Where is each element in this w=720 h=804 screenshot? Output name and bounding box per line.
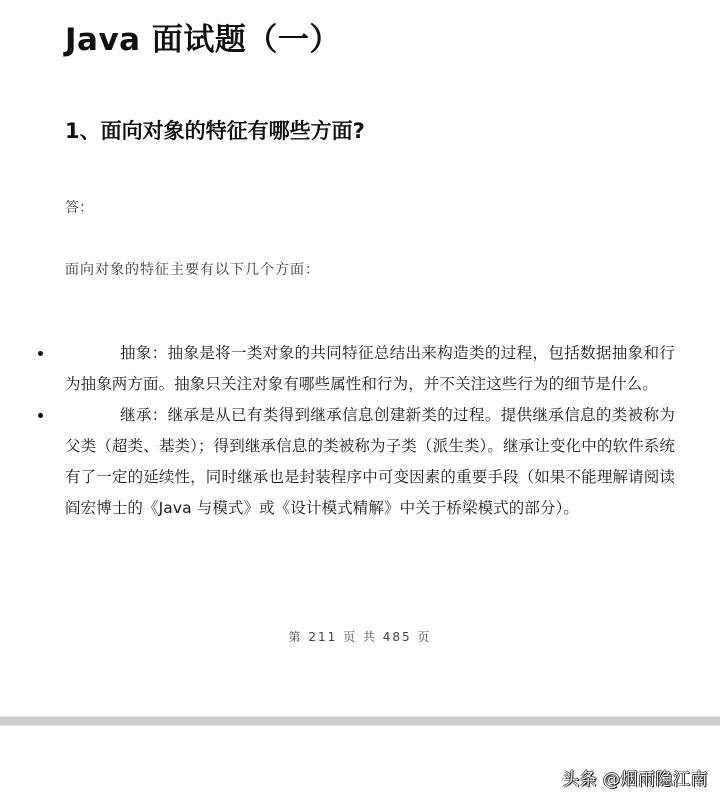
page-separator [0, 716, 720, 726]
page-number-footer: 第 211 页 共 485 页 [288, 630, 432, 644]
bullet-icon [38, 413, 43, 418]
bullet-icon [38, 351, 43, 356]
watermark: 头条 @烟雨隐江南 [562, 770, 708, 790]
list-item-inheritance [0, 400, 675, 524]
list-item-text: 抽象：抽象是将一类对象的共同特征总结出来构造类的过程，包括数据抽象和行为抽象两方面。抽象只关注对象有哪些属性和行为，并不关注这些行为的细节是什么。 [65, 344, 675, 393]
intro-paragraph: 面向对象的特征主要有以下几个方面： [65, 262, 320, 278]
list-item-text: 继承：继承是从已有类得到继承信息创建新类的过程。提供继承信息的类被称为父类（超类、基类）；得到继承信息的类被称为子类（派生类）。继承让变化中的软件系统有了一定的延续性，同时继承也是封装程序中可变因素的重要手段（如果不能理解请阅读阎宏博士的《Java 与模式》或《设计模式精解》中关于桥梁模式的部分）。 [65, 406, 675, 517]
feature-list [0, 338, 720, 524]
document-title: Java 面试题（一） [65, 22, 341, 58]
list-item-abstraction [0, 338, 675, 400]
answer-label: 答： [65, 200, 93, 216]
question-heading: 1、面向对象的特征有哪些方面? [65, 119, 365, 143]
